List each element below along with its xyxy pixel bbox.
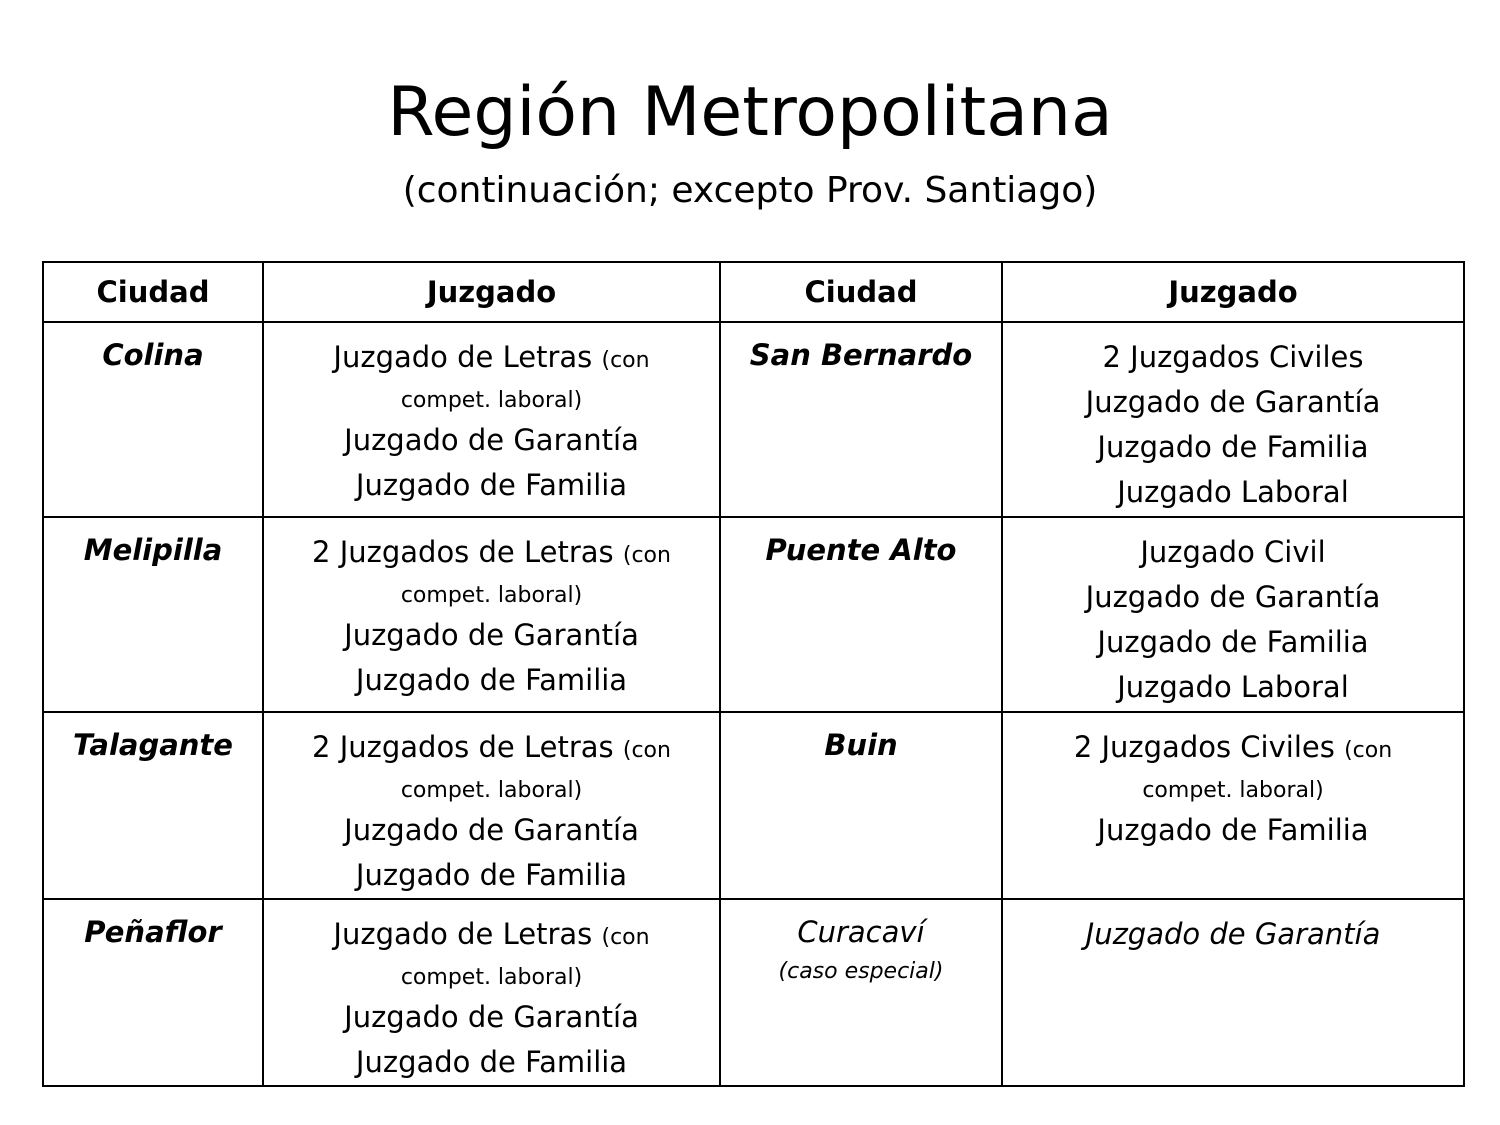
court-main: 2 Juzgados Civiles (1073, 730, 1335, 764)
court-line: Juzgado Civil (1140, 535, 1326, 569)
court-line: Juzgado de Familia (355, 1045, 628, 1079)
court-main: Juzgado de Letras (333, 917, 593, 951)
city-name: Colina (102, 338, 204, 372)
court-subnote: compet. laboral) (400, 965, 583, 990)
city-name: Melipilla (83, 533, 223, 567)
city-cell (720, 899, 1002, 1086)
court-subnote: compet. laboral) (400, 388, 583, 413)
court-cell (1002, 517, 1464, 712)
page-subtitle: (continuación; excepto Prov. Santiago) (402, 170, 1098, 211)
court-cell (1002, 712, 1464, 899)
court-line (264, 912, 719, 960)
court-line: Juzgado de Familia (355, 468, 628, 502)
table-row (43, 322, 1464, 517)
city-name: Buin (824, 728, 898, 762)
city-name: Curacaví (797, 915, 925, 949)
city-cell (43, 712, 263, 899)
court-subnote: compet. laboral) (400, 583, 583, 608)
header-city-left: Ciudad (43, 262, 263, 322)
city-cell (720, 712, 1002, 899)
court-cell (263, 322, 720, 517)
court-subnote: compet. laboral) (400, 778, 583, 803)
courts-table (42, 261, 1465, 1087)
city-note: (caso especial) (778, 959, 944, 984)
court-note: (con (1344, 738, 1393, 763)
court-line: Juzgado de Familia (1097, 813, 1369, 847)
court-line: Juzgado de Familia (355, 858, 628, 892)
court-main: 2 Juzgados de Letras (312, 730, 614, 764)
court-line: 2 Juzgados Civiles (1102, 340, 1364, 374)
city-name: San Bernardo (749, 338, 973, 372)
table-row (43, 899, 1464, 1086)
court-cell (263, 899, 720, 1086)
court-main: Juzgado de Letras (333, 340, 593, 374)
court-cell (263, 712, 720, 899)
city-name: Puente Alto (765, 533, 957, 567)
court-line: Juzgado de Garantía (1085, 917, 1381, 951)
court-line: Juzgado de Familia (1097, 625, 1369, 659)
court-line: Juzgado de Garantía (344, 618, 639, 652)
court-note: (con (601, 925, 650, 950)
court-cell (263, 517, 720, 712)
court-note: (con (601, 348, 650, 373)
court-line: Juzgado de Garantía (344, 423, 639, 457)
city-name: Talagante (73, 728, 233, 762)
court-note: (con (622, 738, 671, 763)
city-cell (720, 517, 1002, 712)
court-cell (1002, 322, 1464, 517)
court-cell (1002, 899, 1464, 1086)
city-cell (43, 322, 263, 517)
court-line: Juzgado de Garantía (344, 1000, 639, 1034)
court-line (264, 530, 719, 578)
court-line: Juzgado de Garantía (1085, 385, 1381, 419)
court-note: (con (622, 543, 671, 568)
court-line: Juzgado de Garantía (1085, 580, 1381, 614)
city-cell (43, 517, 263, 712)
court-line: Juzgado Laboral (1117, 670, 1349, 704)
court-main: 2 Juzgados de Letras (312, 535, 614, 569)
court-line: Juzgado de Garantía (344, 813, 639, 847)
page-title: Región Metropolitana (387, 73, 1113, 152)
city-name: Peñaflor (84, 915, 222, 949)
header-city-right: Ciudad (720, 262, 1002, 322)
court-line: Juzgado de Familia (355, 663, 628, 697)
court-line (1003, 725, 1463, 773)
city-cell (43, 899, 263, 1086)
header-court-left: Juzgado (263, 262, 720, 322)
table-row (43, 712, 1464, 899)
table-header-row (43, 262, 1464, 322)
table-row (43, 517, 1464, 712)
court-line: Juzgado Laboral (1117, 475, 1349, 509)
court-line: Juzgado de Familia (1097, 430, 1369, 464)
court-subnote: compet. laboral) (1142, 778, 1324, 803)
court-line (264, 725, 719, 773)
city-cell (720, 322, 1002, 517)
court-line (264, 335, 719, 383)
header-court-right: Juzgado (1002, 262, 1464, 322)
